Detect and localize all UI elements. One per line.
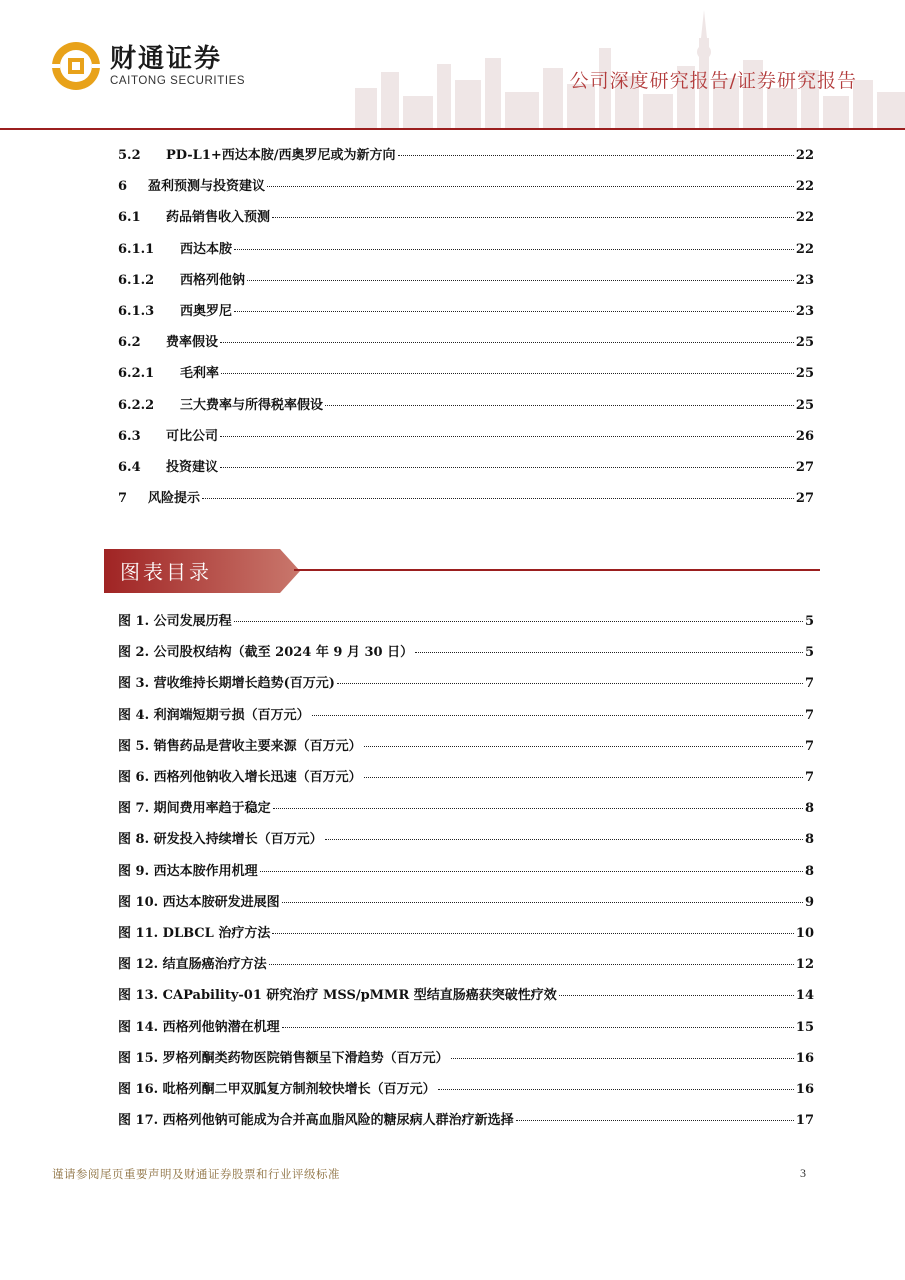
brand-name-cn: 财通证券 <box>110 44 223 74</box>
toc-entry-number: 6.1.2 <box>118 272 155 288</box>
figure-entry-title: 图 11. DLBCL 治疗方法 <box>118 926 271 941</box>
toc-entry-page: 25 <box>795 397 814 413</box>
figure-entry[interactable] <box>118 953 814 973</box>
dot-leader <box>312 715 803 716</box>
dot-leader <box>398 155 794 156</box>
toc-entry-number: 6.2 <box>118 335 141 351</box>
figure-entry-title: 图 3. 营收维持长期增长趋势(百万元) <box>118 676 335 692</box>
figure-entry[interactable] <box>118 672 814 692</box>
toc-entry-page: 23 <box>795 272 814 288</box>
figure-entry-title: 图 16. 吡格列酮二甲双胍复方制剂较快增长（百万元） <box>118 1082 436 1097</box>
figure-entry-title: 图 13. CAPability-01 研究治疗 MSS/pMMR 型结直肠癌获突破性疗效 <box>118 988 557 1004</box>
dot-leader <box>364 746 803 747</box>
figure-entry-page: 16 <box>795 1050 814 1066</box>
toc-entry-number: 6.2.1 <box>118 366 155 382</box>
toc-entry-number: 6.1 <box>118 210 141 226</box>
dot-leader <box>451 1058 794 1059</box>
dot-leader <box>220 342 794 343</box>
toc-entry-title: PD-L1+西达本胺/西奥罗尼或为新方向 <box>166 148 396 163</box>
figure-entry-title: 图 17. 西格列他钠可能成为合并高血脂风险的糖尿病人群治疗新选择 <box>118 1113 514 1129</box>
dot-leader <box>221 373 794 374</box>
figure-entry-title: 图 1. 公司发展历程 <box>118 614 232 629</box>
toc-entry-number: 6.3 <box>118 428 141 444</box>
figure-entry-page: 8 <box>804 832 814 848</box>
dot-leader <box>273 808 803 809</box>
toc-entry[interactable] <box>118 175 814 195</box>
figure-entry-page: 7 <box>804 707 814 723</box>
dot-leader <box>272 933 794 934</box>
toc-entry-page: 26 <box>795 428 814 444</box>
figure-entry-page: 7 <box>804 738 814 754</box>
brand-logo <box>50 40 245 92</box>
toc-entry[interactable] <box>118 206 814 226</box>
toc-entry[interactable] <box>118 238 814 258</box>
dot-leader <box>272 217 794 218</box>
toc-entry-number: 7 <box>118 491 128 507</box>
dot-leader <box>267 186 794 187</box>
dot-leader <box>202 498 794 499</box>
figure-entry-title: 图 12. 结直肠癌治疗方法 <box>118 957 267 973</box>
figure-entry-title: 图 4. 利润端短期亏损（百万元） <box>118 707 310 723</box>
toc-entry-title: 西达本胺 <box>180 241 233 257</box>
toc-entry-number: 6.2.2 <box>118 397 155 413</box>
figure-entry[interactable] <box>118 766 814 786</box>
dot-leader <box>269 964 794 965</box>
toc-entry[interactable] <box>118 425 814 445</box>
figure-entry-title: 图 14. 西格列他钠潜在机理 <box>118 1019 280 1035</box>
figure-entry[interactable] <box>118 704 814 724</box>
report-type-label: 公司深度研究报告/证券研究报告 <box>569 70 857 92</box>
toc-entry-page: 22 <box>795 210 814 226</box>
figure-entry[interactable] <box>118 891 814 911</box>
dot-leader <box>559 995 794 996</box>
toc-entry[interactable] <box>118 269 814 289</box>
figure-index-header <box>104 549 820 593</box>
toc-entry-page: 23 <box>795 304 814 319</box>
toc-entry-title: 投资建议 <box>166 460 219 475</box>
toc-entry-title: 风险提示 <box>148 491 201 507</box>
figure-entry[interactable] <box>118 797 814 817</box>
figure-entry[interactable] <box>118 922 814 942</box>
toc-entry-title: 药品销售收入预测 <box>166 210 271 226</box>
dot-leader <box>325 405 794 406</box>
toc-entry-page: 22 <box>795 148 814 163</box>
figure-entry-page: 9 <box>804 894 814 910</box>
dot-leader <box>260 871 803 872</box>
dot-leader <box>337 683 803 684</box>
figure-entry-page: 5 <box>804 614 814 629</box>
toc-entry-title: 可比公司 <box>166 428 219 444</box>
toc-entry-number: 5.2 <box>118 148 141 163</box>
figure-entry[interactable] <box>118 1078 814 1098</box>
toc-entry-number: 6.1.3 <box>118 304 155 319</box>
toc-entry-number: 6 <box>118 179 128 195</box>
figure-entry-page: 8 <box>804 801 814 817</box>
toc-entry[interactable] <box>118 394 814 414</box>
toc-entry[interactable] <box>118 456 814 476</box>
toc-entry-page: 27 <box>795 491 814 507</box>
figure-entry-page: 7 <box>804 770 814 785</box>
toc-entry-page: 27 <box>795 460 814 475</box>
dot-leader <box>364 777 803 778</box>
toc-entry-title: 三大费率与所得税率假设 <box>180 397 324 413</box>
figure-entry-page: 14 <box>795 988 814 1004</box>
figure-entry[interactable] <box>118 1109 814 1129</box>
dot-leader <box>220 436 794 437</box>
figure-index-title: 图表目录 <box>120 560 212 584</box>
section-divider <box>294 569 820 571</box>
dot-leader <box>282 902 803 903</box>
toc-entry[interactable] <box>118 300 814 320</box>
dot-leader <box>415 652 803 653</box>
figure-entry-title: 图 6. 西格列他钠收入增长迅速（百万元） <box>118 770 362 785</box>
figure-entry-page: 7 <box>804 676 814 692</box>
figure-entry[interactable] <box>118 641 814 661</box>
page-header <box>0 0 905 132</box>
dot-leader <box>247 280 794 281</box>
figure-entry-page: 15 <box>795 1019 814 1035</box>
toc-entry-title: 盈利预测与投资建议 <box>148 179 266 195</box>
dot-leader <box>234 621 803 622</box>
footer-disclaimer: 谨请参阅尾页重要声明及财通证券股票和行业评级标准 <box>52 1167 340 1181</box>
figure-entry-title: 图 5. 销售药品是营收主要来源（百万元） <box>118 738 362 754</box>
dot-leader <box>438 1089 794 1090</box>
toc-entry-number: 6.4 <box>118 460 141 475</box>
toc-entry-page: 22 <box>795 179 814 195</box>
figure-entry[interactable] <box>118 610 814 630</box>
caitong-logo-icon <box>50 40 102 92</box>
figure-entry[interactable] <box>118 1016 814 1036</box>
figure-entry-page: 10 <box>795 926 814 941</box>
toc-entry-title: 费率假设 <box>166 335 219 351</box>
figure-entry-title: 图 9. 西达本胺作用机理 <box>118 863 258 879</box>
figure-entry[interactable] <box>118 984 814 1004</box>
figure-entry-page: 8 <box>804 863 814 879</box>
toc-entry-title: 西格列他钠 <box>180 272 246 288</box>
figure-entry-page: 17 <box>795 1113 814 1129</box>
toc-entry-page: 22 <box>795 241 814 257</box>
page-number: 3 <box>800 1166 806 1180</box>
figure-entry[interactable] <box>118 828 814 848</box>
figure-entry-title: 图 15. 罗格列酮类药物医院销售额呈下滑趋势（百万元） <box>118 1050 449 1066</box>
dot-leader <box>282 1027 794 1028</box>
brand-name-en: CAITONG SECURITIES <box>110 75 246 87</box>
figure-entry-title: 图 7. 期间费用率趋于稳定 <box>118 801 271 817</box>
figure-entry-title: 图 8. 研发投入持续增长（百万元） <box>118 832 323 848</box>
figure-entry-page: 5 <box>804 645 814 661</box>
toc-entry[interactable] <box>118 331 814 351</box>
toc-entry-title: 西奥罗尼 <box>180 304 233 319</box>
figure-entry[interactable] <box>118 735 814 755</box>
figure-entry-page: 12 <box>795 957 814 973</box>
toc-entry-number: 6.1.1 <box>118 241 155 257</box>
toc-entry-page: 25 <box>795 335 814 351</box>
toc-entry[interactable] <box>118 144 814 164</box>
figure-entry-title: 图 10. 西达本胺研发进展图 <box>118 894 280 910</box>
toc-entry[interactable] <box>118 362 814 382</box>
dot-leader <box>234 311 794 312</box>
figure-entry[interactable] <box>118 860 814 880</box>
header-divider <box>0 128 905 130</box>
dot-leader <box>234 249 794 250</box>
figure-entry-page: 16 <box>795 1082 814 1097</box>
toc-entry-page: 25 <box>795 366 814 382</box>
figure-entry[interactable] <box>118 1047 814 1067</box>
dot-leader <box>220 467 794 468</box>
toc-entry[interactable] <box>118 487 814 507</box>
figure-entry-title: 图 2. 公司股权结构（截至 2024 年 9 月 30 日） <box>118 645 414 661</box>
dot-leader <box>516 1120 794 1121</box>
toc-entry-title: 毛利率 <box>180 366 220 382</box>
dot-leader <box>325 839 803 840</box>
